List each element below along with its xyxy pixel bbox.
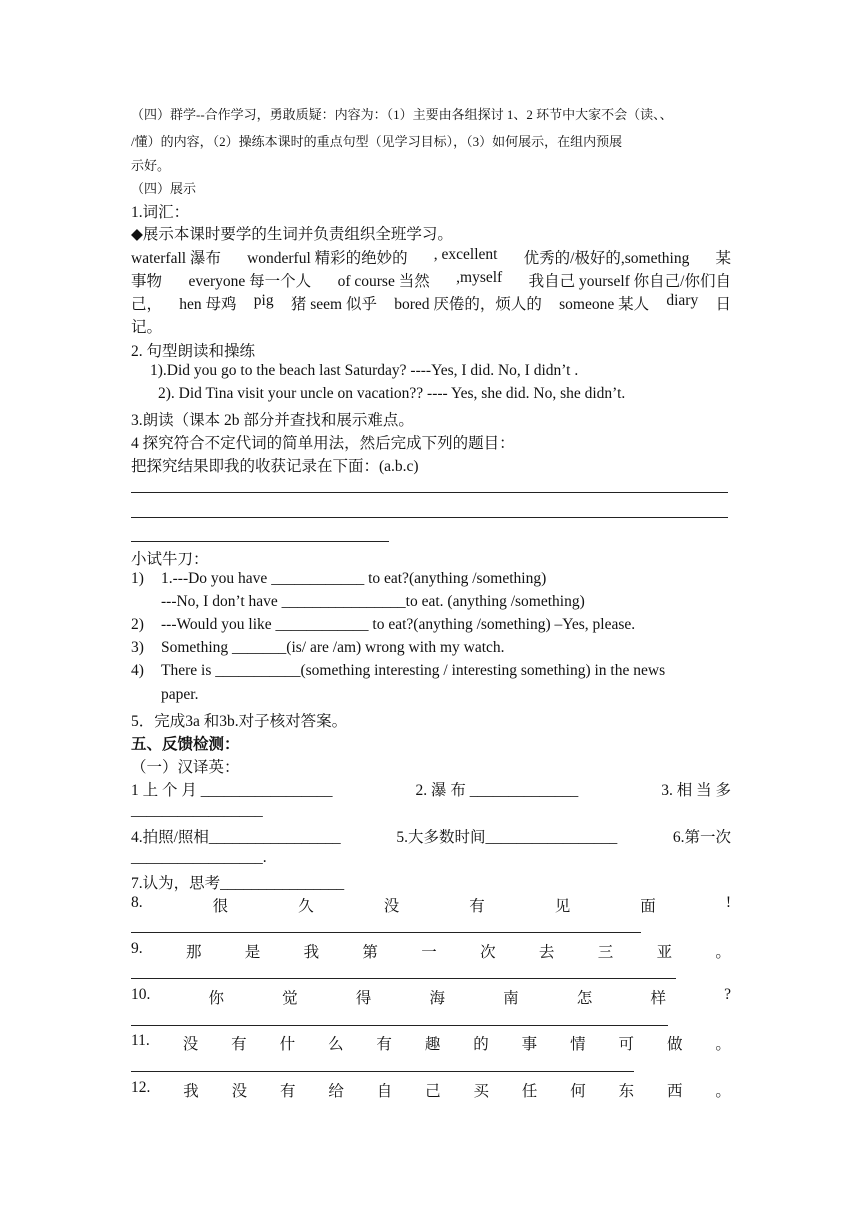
text-token: 是: [244, 944, 261, 961]
text-token: bored 厌倦的，烦人的: [394, 296, 542, 313]
text-token: 3): [131, 639, 144, 656]
text-token: 己: [425, 1083, 441, 1100]
answer-line-11[interactable]: [131, 1071, 634, 1072]
text-token: 2): [131, 616, 144, 633]
quiz-item-4: [131, 662, 665, 680]
text-token: , excellent: [433, 246, 498, 263]
text-token: 我: [183, 1083, 199, 1100]
text-token: 买: [473, 1083, 489, 1100]
text-token: 什: [279, 1036, 296, 1053]
text-token: 情: [570, 1036, 586, 1053]
text-token: 1.---Do you have ____________ to eat?(anything /something): [161, 570, 547, 587]
text-token: 5.大多数时间_________________: [396, 829, 618, 846]
translate-row-7: 7.认为，思考________________: [131, 875, 345, 892]
text-token: 样: [650, 990, 666, 1007]
translate-row-1: [131, 778, 731, 800]
feedback-heading: 五、反馈检测：: [131, 736, 240, 753]
sentence-drill-heading: 2. 句型朗读和操练: [131, 343, 256, 360]
text-token: 没: [383, 898, 400, 915]
text-token: 己，: [131, 296, 163, 313]
text-token: 很: [212, 898, 229, 915]
section-show-heading: （四）展示: [131, 181, 197, 196]
text-token: 没: [231, 1083, 248, 1100]
answer-line-10[interactable]: [131, 1025, 668, 1026]
translate-subheading: （一）汉译英：: [131, 759, 240, 776]
text-token: 三: [597, 944, 614, 961]
translate-row-2: [131, 825, 731, 847]
answer-line-9[interactable]: [131, 978, 676, 979]
vocab-line-2: [131, 269, 731, 291]
text-token: 海: [429, 990, 445, 1007]
text-token: 我自己 yourself 你自己/你们自: [528, 273, 731, 290]
quiz-item-4b: paper.: [161, 686, 199, 703]
answer-line-3[interactable]: [131, 541, 389, 542]
text-token: 1 上 个 月 _________________: [131, 782, 333, 799]
text-token: !: [725, 894, 731, 911]
text-token: 得: [355, 990, 372, 1007]
text-token: hen 母鸡: [179, 296, 237, 313]
text-token: 任: [521, 1083, 538, 1100]
explore-record-line: 把探究结果即我的收获记录在下面：(a.b.c): [131, 458, 419, 475]
sentence-9: [131, 940, 731, 962]
text-token: 怎: [576, 990, 593, 1007]
text-token: of course 当然: [337, 273, 430, 290]
text-token: 。: [715, 1036, 731, 1053]
text-token: 那: [185, 944, 202, 961]
vocab-line-1: [131, 246, 731, 268]
text-token: 3. 相 当 多: [661, 782, 731, 799]
text-token: 么: [327, 1036, 344, 1053]
translate-row-2-cont: _________________.: [131, 849, 267, 866]
vocab-instruction: ◆展示本课时要学的生词并负责组织全班学习。: [131, 226, 453, 243]
text-token: 给: [328, 1083, 344, 1100]
text-token: 没: [182, 1036, 199, 1053]
text-token: There is ___________(something interesting / interesting something) in the news: [161, 662, 666, 679]
text-token: someone 某人: [559, 296, 650, 313]
text-token: 做: [666, 1036, 683, 1053]
text-token: 东: [618, 1083, 635, 1100]
text-token: waterfall 瀑布: [131, 250, 221, 267]
task-5: 5．完成3a 和3b.对子核对答案。: [131, 713, 348, 730]
text-token: 4.拍照/照相_________________: [131, 829, 341, 846]
text-token: 事物: [131, 273, 163, 290]
text-token: 自: [376, 1083, 393, 1100]
text-token: 11.: [131, 1032, 150, 1049]
group-study-line-3: 示好。: [131, 158, 171, 173]
text-token: 6.第一次: [672, 829, 731, 846]
text-token: 有: [376, 1036, 392, 1053]
quiz-title: 小试牛刀：: [131, 551, 209, 568]
quiz-item-1b: ---No, I don’t have ________________to eat. (anything /something): [161, 593, 585, 610]
text-token: 某: [715, 250, 731, 267]
text-token: 第: [362, 944, 378, 961]
text-token: everyone 每一个人: [188, 273, 312, 290]
sentence-1: 1).Did you go to the beach last Saturday? ----Yes, I did. No, I didn’t .: [150, 362, 579, 379]
sentence-8: [131, 894, 731, 916]
text-token: 。: [715, 944, 731, 961]
quiz-item-1: [131, 570, 546, 588]
text-token: 觉: [282, 990, 298, 1007]
text-token: 10.: [131, 986, 151, 1003]
text-token: pig: [253, 292, 274, 309]
text-token: 优秀的/极好的,something: [523, 250, 690, 267]
text-token: 事: [521, 1036, 538, 1053]
text-token: 的: [473, 1036, 489, 1053]
answer-line-2[interactable]: [131, 517, 728, 518]
answer-line-8[interactable]: [131, 932, 641, 933]
text-token: 去: [538, 944, 555, 961]
text-token: 有: [469, 898, 485, 915]
text-token: ---Would you like ____________ to eat?(anything /something) –Yes, please.: [161, 616, 636, 633]
reading-heading: 3.朗读（课本 2b 部分并查找和展示难点。: [131, 412, 414, 429]
text-token: 你: [208, 990, 225, 1007]
quiz-item-2: [131, 616, 635, 634]
text-token: 日: [715, 296, 731, 313]
text-token: 猪 seem 似乎: [290, 296, 377, 313]
text-token: 有: [279, 1083, 296, 1100]
text-token: 久: [298, 898, 314, 915]
text-token: diary: [666, 292, 699, 309]
text-token: 南: [503, 990, 519, 1007]
text-token: 12.: [131, 1079, 151, 1096]
text-token: ?: [724, 986, 731, 1003]
sentence-11: [131, 1032, 731, 1054]
text-token: 何: [570, 1083, 586, 1100]
text-token: wonderful 精彩的绝妙的: [247, 250, 408, 267]
sentence-10: [131, 986, 731, 1008]
text-token: 2. 瀑 布 ______________: [415, 782, 579, 799]
text-token: 亚: [656, 944, 673, 961]
text-token: Something _______(is/ are /am) wrong with my watch.: [161, 639, 505, 656]
text-token: 西: [666, 1083, 683, 1100]
group-study-line-1: （四）群学--合作学习，勇敢质疑：内容为：（1）主要由各组探讨 1、2 环节中大家不会（读、、: [131, 107, 673, 122]
text-token: 1): [131, 570, 144, 587]
text-token: ,myself: [456, 269, 503, 286]
text-token: 次: [480, 944, 496, 961]
vocab-line-4: 记。: [131, 319, 163, 336]
text-token: 面: [640, 898, 656, 915]
explore-heading: 4 探究符合不定代词的简单用法，然后完成下列的题目：: [131, 435, 515, 452]
text-token: 趣: [424, 1036, 441, 1053]
text-token: 8.: [131, 894, 143, 911]
sentence-12: [131, 1079, 731, 1101]
answer-line-1[interactable]: [131, 492, 728, 493]
text-token: 见: [554, 898, 571, 915]
translate-row-1-cont: _________________: [131, 802, 263, 819]
text-token: 一: [421, 944, 437, 961]
text-token: 我: [303, 944, 320, 961]
vocab-line-3: [131, 292, 731, 314]
sentence-2: 2). Did Tina visit your uncle on vacation?? ---- Yes, she did. No, she didn’t.: [158, 385, 626, 402]
group-study-line-2: /懂）的内容，（2）操练本课时的重点句型（见学习目标），（3）如何展示，在组内预展: [131, 134, 623, 149]
text-token: 。: [715, 1083, 731, 1100]
vocab-heading: 1.词汇：: [131, 204, 190, 221]
text-token: 有: [231, 1036, 247, 1053]
quiz-item-3: [131, 639, 505, 657]
text-token: 9.: [131, 940, 143, 957]
text-token: 4): [131, 662, 144, 679]
text-token: 可: [618, 1036, 635, 1053]
